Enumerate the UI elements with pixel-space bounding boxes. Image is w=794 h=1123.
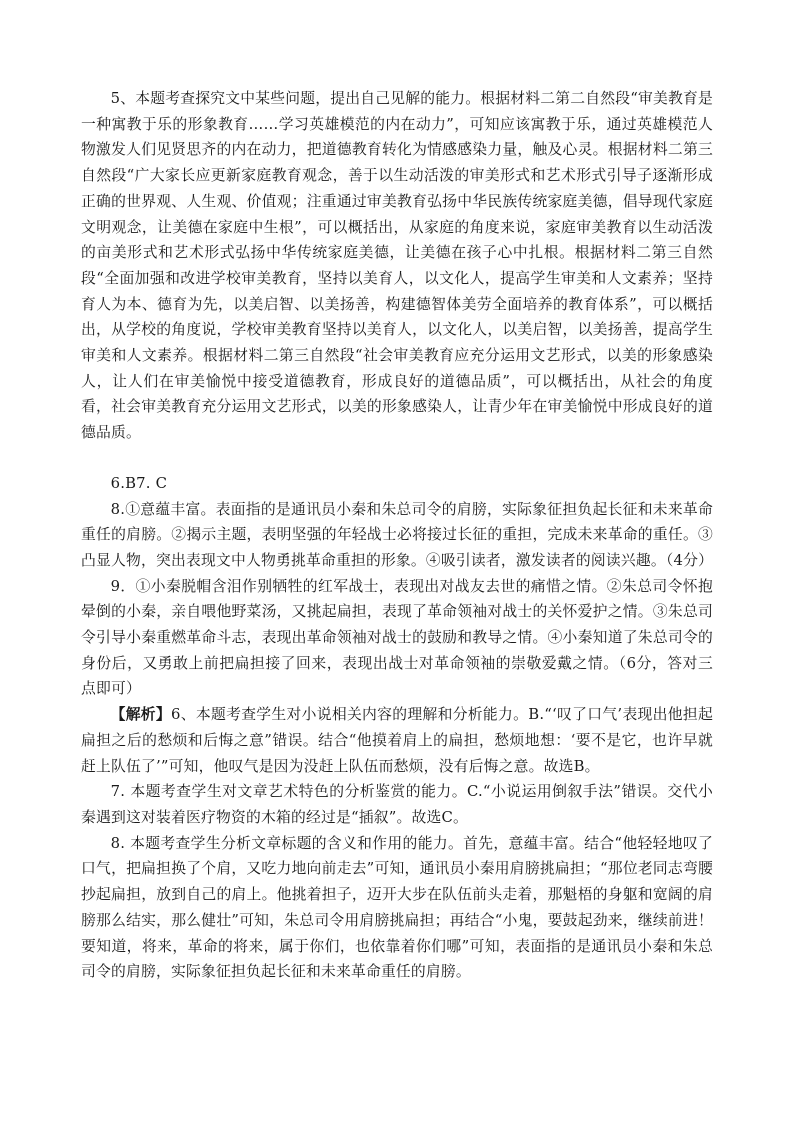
answer-5-paragraph: 5、本题考查探究文中某些问题，提出自己见解的能力。根据材料二第二自然段“审美教育是一种寓教于乐的形象教育……学习英雄模范的内在动力”，可知应该寓教于乐，通过英雄模范人物激发人们见贤思齐的内在动力，把道德教育转化为情感感染力量，触及心灵。根据材料二第三自然段“广大家长应更新家庭教育观念，善于以生动活泼的审美形式和艺术形式引导子逐渐形成正确的世界观、人生观、价值观；注重通过审美教育弘扬中华民族传统家庭美德，倡导现代家庭文明观念，让美德在家庭中生根”，可以概括出，从家庭的角度来说，家庭审美教育以生动活泼的亩美形式和艺术形式弘扬中华传统家庭美德，让美德在孩子心中扎根。根据材料二第三自然段“全面加强和改进学校审美教育，坚持以美育人，以文化人，提高学生审美和人文素养；坚持育人为本、德育为先，以美启智、以美扬善，构建德智体美劳全面培养的教育体系”，可以概括出，从学校的角度说，学校审美教育坚持以美育人，以文化人，以美启智，以美扬善，提高学生审美和人文素养。根据材料二第三自然段“社会审美教育应充分运用文艺形式，以美的形象感染人，让人们在审美愉悦中接受道德教育，形成良好的道德品质”，可以概括出，从社会的角度看，社会审美教育充分运用文艺形式，以美的形象感染人，让青少年在审美愉悦中形成良好的道德品质。 (81, 90, 713, 442)
answer-6-7-paragraph: 6.B7. C (110, 474, 168, 492)
analysis-6-paragraph (81, 702, 713, 779)
analysis-label: 【解析】 (110, 706, 172, 724)
answer-9-paragraph: 9．①小秦脱帽含泪作别牺牲的红军战士，表现出对战友去世的痛惜之情。②朱总司令怀抱晕倒的小秦，亲自喂他野菜汤，又挑起扁担，表现了革命领袖对战士的关怀爱护之情。③朱总司令引导小秦重燃革命斗志，表现出革命领袖对战士的鼓励和教导之情。④小秦知道了朱总司令的身份后，又勇敢上前把扁担接了回来，表现出战士对革命领袖的崇敬爱戴之情。（6分，答对三点即可） (81, 577, 713, 698)
paragraph-gap (81, 446, 713, 471)
answer-content (81, 86, 713, 985)
analysis-8-paragraph: 8. 本题考查学生分析文章标题的含义和作用的能力。首先，意蕴丰富。结合“他轻轻地叹了口气，把扁担换了个肩，又吃力地向前走去”可知，通讯员小秦用肩膀挑扁担；“那位老同志弯腰抄起扁担，放到自己的肩上。他挑着担子，迈开大步在队伍前头走着，那魁梧的身躯和宽阔的肩膀那么结实，那么健壮”可知，朱总司令用肩膀挑扁担；再结合“小鬼，要鼓起劲来，继续前进！要知道，将来，革命的将来，属于你们，也依靠着你们哪”可知，表面指的是通讯员小秦和朱总司令的肩膀，实际象征担负起长征和未来革命重任的肩膀。 (81, 834, 713, 981)
answer-8-paragraph: 8.①意蕴丰富。表面指的是通讯员小秦和朱总司令的肩膀，实际象征担负起长征和未来革命重任的肩膀。②揭示主题，表明坚强的年轻战士必将接过长征的重担，完成未来革命的重任。③凸显人物，突出表现文中人物勇挑革命重担的形象。④吸引读者，激发读者的阅读兴趣。（4分） (81, 500, 714, 569)
analysis-6-text: 6、本题考查学生对小说相关内容的理解和分析能力。B.“‘叹了口气’表现出他担起扁担之后的愁烦和后悔之意”错误。结合“他摸着肩上的扁担，愁烦地想：‘要不是它，也许早就赶上队伍了’”可知，他叹气是因为没赶上队伍而愁烦，没有后悔之意。故选B。 (81, 706, 713, 775)
analysis-7-paragraph: 7. 本题考查学生对文章艺术特色的分析鉴赏的能力。C.“小说运用倒叙手法”错误。交代小秦遇到这对装着医疗物资的木箱的经过是“插叙”。故选C。 (81, 783, 713, 826)
